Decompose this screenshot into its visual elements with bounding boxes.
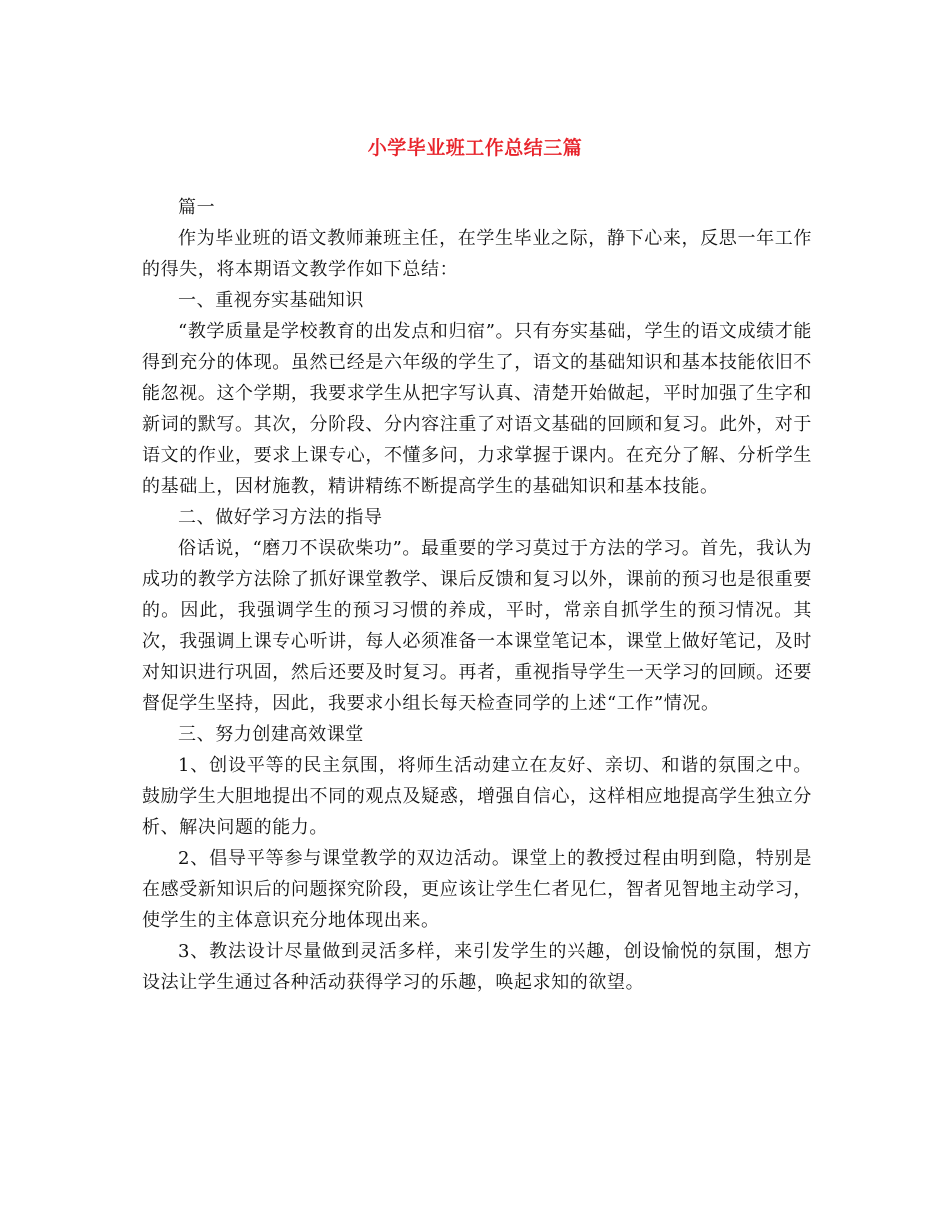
- paragraph-section-1: “教学质量是学校教育的出发点和归宿”。只有夯实基础，学生的语文成绩才能得到充分的体现。虽然已经是六年级的学生了，语文的基础知识和基本技能依旧不能忽视。这个学期，我要求学生从把字写认真、清楚开始做起，平时加强了生字和新词的默写。其次，分阶段、分内容注重了对语文基础的回顾和复习。此外，对于语文的作业，要求上课专心，不懂多问，力求掌握于课内。在充分了解、分析学生的基础上，因材施教，精讲精练不断提高学生的基础知识和基本技能。: [142, 321, 812, 497]
- document-title: 小学毕业班工作总结三篇: [367, 136, 583, 159]
- document-body: [142, 192, 812, 998]
- paragraph-section-label: 篇一: [178, 197, 216, 218]
- paragraph-point-2: 2、倡导平等参与课堂教学的双边活动。课堂上的教授过程由明到隐，特别是在感受新知识后的问题探究阶段，更应该让学生仁者见仁，智者见智地主动学习，使学生的主体意识充分地体现出来。: [142, 848, 812, 931]
- paragraph-point-1: 1、创设平等的民主氛围，将师生活动建立在友好、亲切、和谐的氛围之中。鼓励学生大胆地提出不同的观点及疑惑，增强自信心，这样相应地提高学生独立分析、解决问题的能力。: [142, 755, 812, 838]
- paragraph-section-2: 俗话说，“磨刀不误砍柴功”。最重要的学习莫过于方法的学习。首先，我认为成功的教学方法除了抓好课堂教学、课后反馈和复习以外，课前的预习也是很重要的。因此，我强调学生的预习习惯的养成，平时，常亲自抓学生的预习情况。其次，我强调上课专心听讲，每人必须准备一本课堂笔记本，课堂上做好笔记，及时对知识进行巩固，然后还要及时复习。再者，重视指导学生一天学习的回顾。还要督促学生坚持，因此，我要求小组长每天检查同学的上述“工作”情况。: [142, 538, 812, 714]
- heading-section-2: 二、做好学习方法的指导: [178, 507, 383, 528]
- heading-section-3: 三、努力创建高效课堂: [178, 724, 364, 745]
- heading-section-1: 一、重视夯实基础知识: [178, 290, 364, 311]
- paragraph-intro: 作为毕业班的语文教师兼班主任，在学生毕业之际，静下心来，反思一年工作的得失，将本期语文教学作如下总结：: [142, 228, 812, 280]
- paragraph-point-3: 3、教法设计尽量做到灵活多样，来引发学生的兴趣，创设愉悦的氛围，想方设法让学生通过各种活动获得学习的乐趣，唤起求知的欲望。: [142, 941, 812, 993]
